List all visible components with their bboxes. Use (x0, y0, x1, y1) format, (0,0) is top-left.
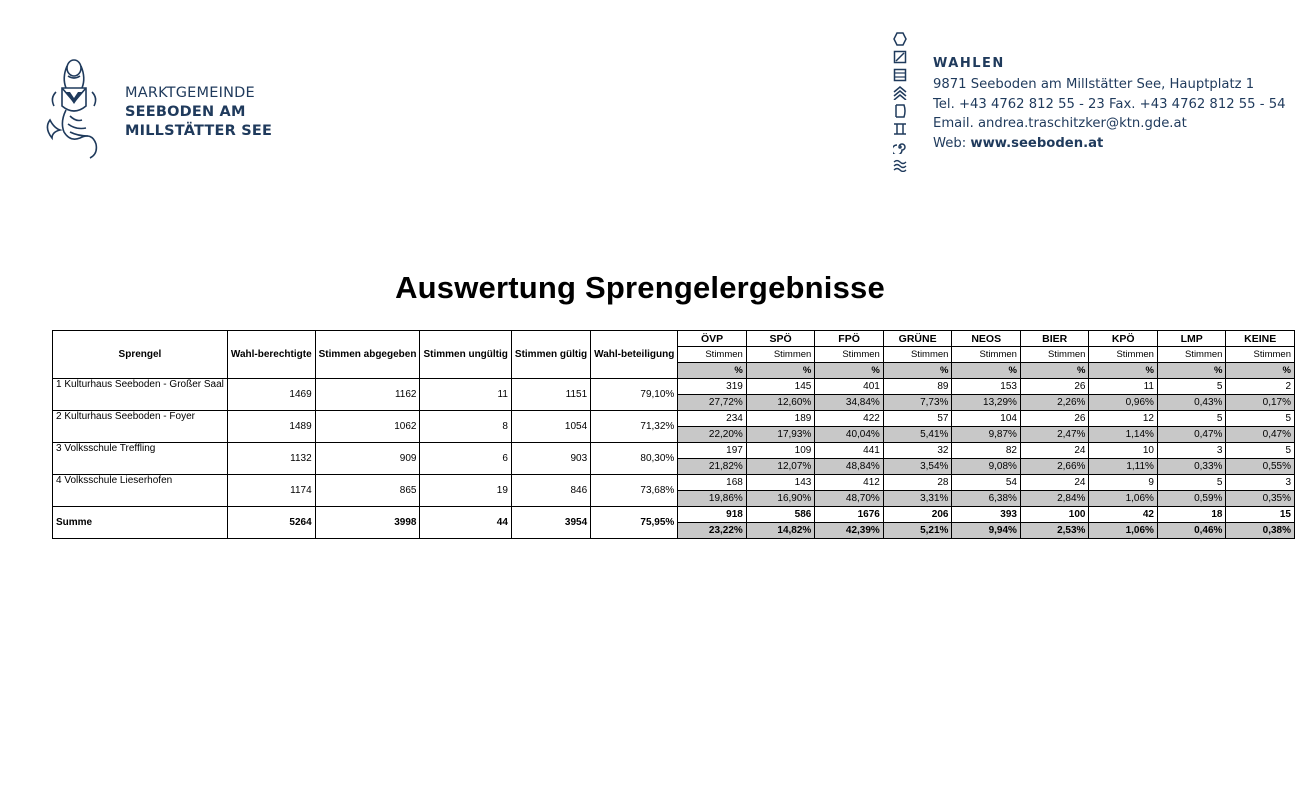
party-votes-cell: 54 (952, 475, 1021, 491)
party-header: NEOS (952, 331, 1021, 347)
party-votes-cell: 3 (1157, 443, 1226, 459)
ungueltig-cell: 6 (420, 443, 511, 475)
party-votes-cell: 89 (883, 379, 952, 395)
sprengel-name: 2 Kulturhaus Seeboden - Foyer (53, 411, 228, 443)
bracket-icon (893, 104, 907, 118)
sub-header-pct: % (678, 363, 747, 379)
org-name-line-3: MILLSTÄTTER SEE (125, 123, 273, 139)
party-votes-cell: 32 (883, 443, 952, 459)
party-votes-cell: 197 (678, 443, 747, 459)
party-header: KPÖ (1089, 331, 1158, 347)
spiral-icon (893, 140, 907, 154)
beteiligung-cell: 73,68% (591, 475, 678, 507)
party-votes-cell: 189 (746, 411, 815, 427)
party-pct-cell: 2,26% (1020, 395, 1089, 411)
party-pct-cell: 0,59% (1157, 491, 1226, 507)
party-pct-cell: 17,93% (746, 427, 815, 443)
lined-square-icon (893, 68, 907, 82)
wahlberechtigte-cell: 1469 (227, 379, 315, 411)
sub-header-pct: % (1157, 363, 1226, 379)
party-pct-cell: 42,39% (815, 523, 884, 539)
party-votes-cell: 5 (1157, 411, 1226, 427)
party-pct-cell: 5,21% (883, 523, 952, 539)
waves-icon (893, 158, 907, 172)
gueltig-cell: 1151 (511, 379, 590, 411)
party-pct-cell: 12,60% (746, 395, 815, 411)
party-pct-cell: 0,47% (1226, 427, 1295, 443)
party-pct-cell: 40,04% (815, 427, 884, 443)
gueltig-cell: 846 (511, 475, 590, 507)
party-pct-cell: 2,84% (1020, 491, 1089, 507)
col-sprengel: Sprengel (53, 331, 228, 379)
wahlberechtigte-cell: 1489 (227, 411, 315, 443)
table-row (53, 379, 1295, 395)
party-pct-cell: 2,47% (1020, 427, 1089, 443)
party-votes-cell: 441 (815, 443, 884, 459)
party-votes-cell: 57 (883, 411, 952, 427)
wahlberechtigte-cell: 1174 (227, 475, 315, 507)
party-header: KEINE (1226, 331, 1295, 347)
party-pct-cell: 9,87% (952, 427, 1021, 443)
sprengel-name: Summe (53, 507, 228, 539)
party-votes-cell: 82 (952, 443, 1021, 459)
party-votes-cell: 319 (678, 379, 747, 395)
sub-header-votes: Stimmen (1089, 347, 1158, 363)
sprengel-name: 4 Volksschule Lieserhofen (53, 475, 228, 507)
party-header: LMP (1157, 331, 1226, 347)
party-votes-cell: 206 (883, 507, 952, 523)
party-votes-cell: 18 (1157, 507, 1226, 523)
party-votes-cell: 24 (1020, 443, 1089, 459)
party-votes-cell: 401 (815, 379, 884, 395)
party-pct-cell: 0,38% (1226, 523, 1295, 539)
party-votes-cell: 5 (1157, 379, 1226, 395)
sub-header-votes: Stimmen (746, 347, 815, 363)
sub-header-pct: % (883, 363, 952, 379)
party-votes-cell: 145 (746, 379, 815, 395)
party-votes-cell: 10 (1089, 443, 1158, 459)
party-votes-cell: 104 (952, 411, 1021, 427)
col-beteiligung: Wahl-beteiligung (591, 331, 678, 379)
party-pct-cell: 0,17% (1226, 395, 1295, 411)
abgegeben-cell: 1062 (315, 411, 420, 443)
party-votes-cell: 5 (1226, 411, 1295, 427)
party-votes-cell: 586 (746, 507, 815, 523)
chevron-stack-icon (893, 86, 907, 100)
party-pct-cell: 48,84% (815, 459, 884, 475)
symbol-column (893, 32, 911, 176)
web-label: Web: (933, 135, 967, 151)
party-pct-cell: 22,20% (678, 427, 747, 443)
party-votes-cell: 918 (678, 507, 747, 523)
beteiligung-cell: 79,10% (591, 379, 678, 411)
hexagon-icon (893, 32, 907, 46)
party-votes-cell: 234 (678, 411, 747, 427)
party-votes-cell: 11 (1089, 379, 1158, 395)
party-votes-cell: 3 (1226, 475, 1295, 491)
party-pct-cell: 3,54% (883, 459, 952, 475)
party-votes-cell: 9 (1089, 475, 1158, 491)
abgegeben-cell: 1162 (315, 379, 420, 411)
party-pct-cell: 3,31% (883, 491, 952, 507)
address-line: 9871 Seeboden am Millstätter See, Hauptplatz 1 (933, 77, 1255, 92)
page-title: Auswertung Sprengelergebnisse (395, 270, 885, 305)
sub-header-pct: % (815, 363, 884, 379)
party-votes-cell: 42 (1089, 507, 1158, 523)
table-row (53, 475, 1295, 491)
wahlberechtigte-cell: 1132 (227, 443, 315, 475)
gueltig-cell: 1054 (511, 411, 590, 443)
mermaid-crest-icon (40, 58, 110, 162)
party-votes-cell: 26 (1020, 379, 1089, 395)
table-row (53, 411, 1295, 427)
web-line (933, 134, 1286, 154)
sub-header-pct: % (952, 363, 1021, 379)
slashed-square-icon (893, 50, 907, 64)
municipality-logo (40, 58, 300, 168)
party-pct-cell: 48,70% (815, 491, 884, 507)
party-pct-cell: 16,90% (746, 491, 815, 507)
party-pct-cell: 23,22% (678, 523, 747, 539)
col-ungueltig: Stimmen ungültig (420, 331, 511, 379)
beteiligung-cell: 80,30% (591, 443, 678, 475)
party-pct-cell: 0,46% (1157, 523, 1226, 539)
party-pct-cell: 9,94% (952, 523, 1021, 539)
party-votes-cell: 109 (746, 443, 815, 459)
sum-row (53, 507, 1295, 523)
sub-header-votes: Stimmen (952, 347, 1021, 363)
col-wahlberechtigte: Wahl-berechtigte (227, 331, 315, 379)
web-link[interactable]: www.seeboden.at (970, 135, 1104, 151)
party-pct-cell: 1,06% (1089, 491, 1158, 507)
party-pct-cell: 19,86% (678, 491, 747, 507)
ungueltig-cell: 11 (420, 379, 511, 411)
party-pct-cell: 0,35% (1226, 491, 1295, 507)
department-title: WAHLEN (933, 56, 1005, 71)
table-row (53, 443, 1295, 459)
party-votes-cell: 5 (1226, 443, 1295, 459)
sprengel-name: 1 Kulturhaus Seeboden - Großer Saal (53, 379, 228, 411)
party-votes-cell: 26 (1020, 411, 1089, 427)
party-pct-cell: 21,82% (678, 459, 747, 475)
beteiligung-cell: 75,95% (591, 507, 678, 539)
wahlberechtigte-cell: 5264 (227, 507, 315, 539)
party-votes-cell: 153 (952, 379, 1021, 395)
party-pct-cell: 1,14% (1089, 427, 1158, 443)
party-pct-cell: 0,33% (1157, 459, 1226, 475)
party-pct-cell: 27,72% (678, 395, 747, 411)
pillar-icon (893, 122, 907, 136)
party-pct-cell: 2,66% (1020, 459, 1089, 475)
party-pct-cell: 2,53% (1020, 523, 1089, 539)
party-votes-cell: 24 (1020, 475, 1089, 491)
beteiligung-cell: 71,32% (591, 411, 678, 443)
contact-header (893, 32, 1286, 177)
abgegeben-cell: 909 (315, 443, 420, 475)
gueltig-cell: 903 (511, 443, 590, 475)
party-pct-cell: 5,41% (883, 427, 952, 443)
abgegeben-cell: 3998 (315, 507, 420, 539)
sub-header-votes: Stimmen (1020, 347, 1089, 363)
party-pct-cell: 12,07% (746, 459, 815, 475)
party-pct-cell: 9,08% (952, 459, 1021, 475)
sub-header-pct: % (1020, 363, 1089, 379)
party-votes-cell: 2 (1226, 379, 1295, 395)
results-table (52, 330, 1295, 539)
party-header: FPÖ (815, 331, 884, 347)
party-pct-cell: 13,29% (952, 395, 1021, 411)
party-votes-cell: 422 (815, 411, 884, 427)
party-header: ÖVP (678, 331, 747, 347)
party-header: BIER (1020, 331, 1089, 347)
party-votes-cell: 12 (1089, 411, 1158, 427)
party-votes-cell: 15 (1226, 507, 1295, 523)
sub-header-votes: Stimmen (815, 347, 884, 363)
col-abgegeben: Stimmen abgegeben (315, 331, 420, 379)
party-votes-cell: 412 (815, 475, 884, 491)
party-pct-cell: 1,11% (1089, 459, 1158, 475)
party-pct-cell: 0,47% (1157, 427, 1226, 443)
gueltig-cell: 3954 (511, 507, 590, 539)
sub-header-votes: Stimmen (883, 347, 952, 363)
org-name-line-1: MARKTGEMEINDE (125, 85, 255, 101)
sub-header-pct: % (1226, 363, 1295, 379)
party-votes-cell: 143 (746, 475, 815, 491)
party-pct-cell: 1,06% (1089, 523, 1158, 539)
sub-header-votes: Stimmen (1226, 347, 1295, 363)
party-votes-cell: 100 (1020, 507, 1089, 523)
ungueltig-cell: 8 (420, 411, 511, 443)
ungueltig-cell: 19 (420, 475, 511, 507)
col-gueltig: Stimmen gültig (511, 331, 590, 379)
party-pct-cell: 0,96% (1089, 395, 1158, 411)
party-pct-cell: 0,55% (1226, 459, 1295, 475)
sub-header-votes: Stimmen (678, 347, 747, 363)
party-votes-cell: 1676 (815, 507, 884, 523)
party-pct-cell: 7,73% (883, 395, 952, 411)
party-pct-cell: 34,84% (815, 395, 884, 411)
sub-header-votes: Stimmen (1157, 347, 1226, 363)
org-name-line-2: SEEBODEN AM (125, 104, 246, 120)
party-votes-cell: 168 (678, 475, 747, 491)
party-pct-cell: 0,43% (1157, 395, 1226, 411)
party-pct-cell: 14,82% (746, 523, 815, 539)
sub-header-pct: % (746, 363, 815, 379)
party-pct-cell: 6,38% (952, 491, 1021, 507)
phone-line: Tel. +43 4762 812 55 - 23 Fax. +43 4762 812 55 - 54 (933, 96, 1286, 112)
party-header: GRÜNE (883, 331, 952, 347)
sub-header-pct: % (1089, 363, 1158, 379)
party-votes-cell: 28 (883, 475, 952, 491)
email-line: Email. andrea.traschitzker@ktn.gde.at (933, 116, 1187, 131)
party-header: SPÖ (746, 331, 815, 347)
party-votes-cell: 5 (1157, 475, 1226, 491)
party-votes-cell: 393 (952, 507, 1021, 523)
ungueltig-cell: 44 (420, 507, 511, 539)
sprengel-name: 3 Volksschule Treffling (53, 443, 228, 475)
abgegeben-cell: 865 (315, 475, 420, 507)
